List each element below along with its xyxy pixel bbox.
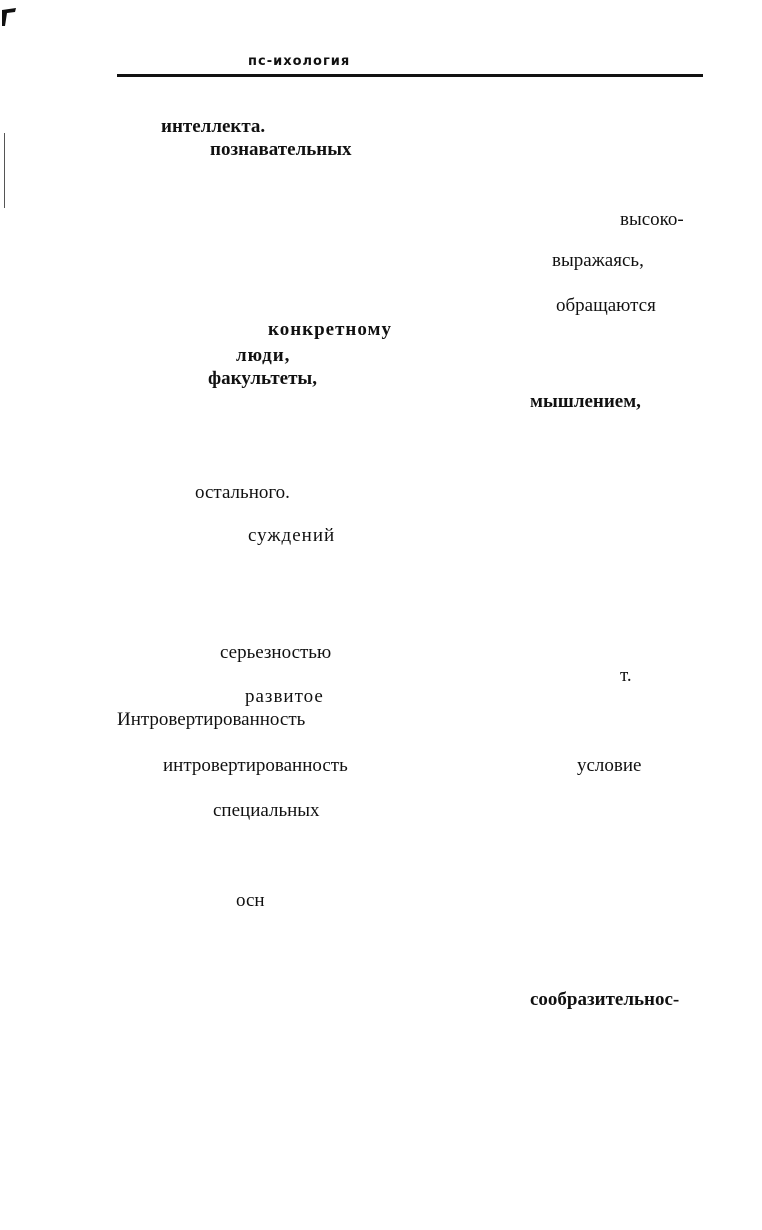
text-fragment: сообразительнос- (530, 989, 680, 1010)
text-fragment: серьезностью (220, 642, 332, 663)
text-fragment: факультеты, (208, 368, 318, 389)
running-head: пс-ихология (248, 54, 351, 69)
text-fragment: люди, (236, 345, 291, 366)
corner-mark-icon (2, 8, 16, 26)
text-fragment: интровертированность (163, 755, 348, 776)
text-fragment: обращаются (556, 295, 656, 316)
text-fragment: интеллекта. (161, 116, 266, 137)
text-fragment: высоко- (620, 209, 684, 230)
text-fragment: специальных (213, 800, 320, 821)
text-fragment: мышлением, (530, 391, 641, 412)
margin-rule (4, 133, 5, 208)
header-rule (117, 74, 703, 77)
text-fragment: развитое (245, 686, 324, 707)
text-fragment: выражаясь, (552, 250, 644, 271)
text-fragment: условие (577, 755, 642, 776)
text-fragment: конкретному (268, 319, 392, 340)
text-fragment: остального. (195, 482, 290, 503)
text-fragment: Интровертированность (117, 709, 306, 730)
text-fragment: суждений (248, 525, 336, 546)
text-fragment: т. (620, 665, 632, 686)
text-fragment: познавательных (210, 139, 352, 160)
text-fragment: осн (236, 890, 265, 911)
